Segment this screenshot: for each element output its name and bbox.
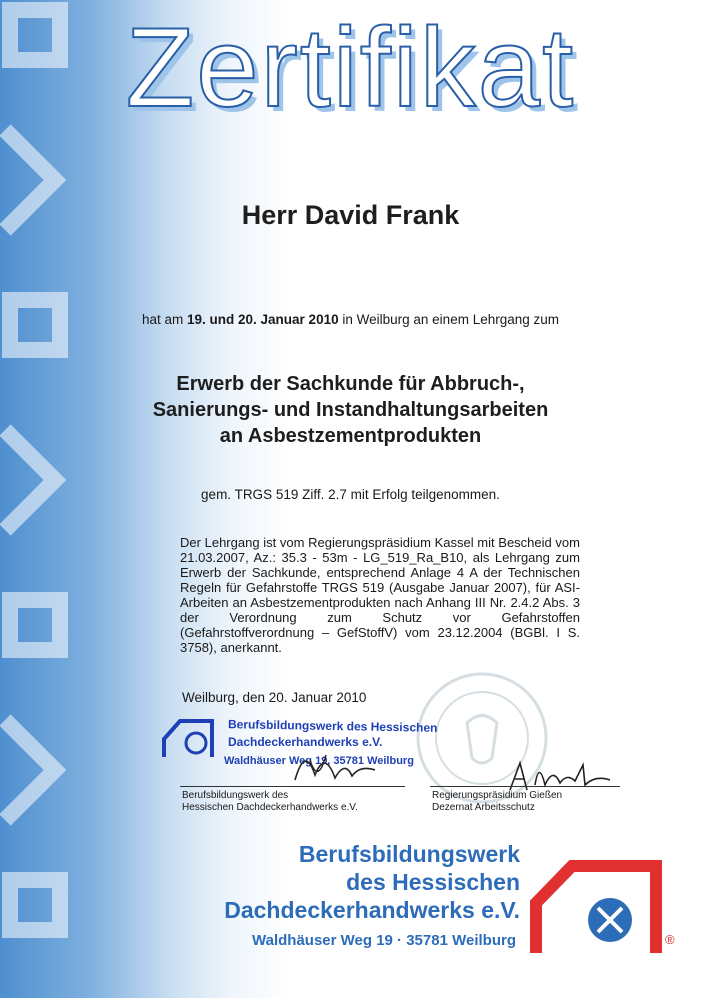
org-line: Dachdeckerhandwerks e.V. <box>224 897 520 923</box>
stamp-line-1: Berufsbildungswerk des Hessischen <box>227 717 438 735</box>
signature-left <box>290 740 380 790</box>
course-intro <box>0 312 701 327</box>
org-line: Berufsbildungswerk <box>298 841 520 867</box>
subject-line: Erwerb der Sachkunde für Abbruch-, <box>176 373 525 395</box>
org-line: des Hessischen <box>346 869 520 895</box>
accreditation-paragraph: Der Lehrgang ist vom Regierungspräsidium Kassel mit Bescheid vom 21.03.2007, Az.: 35.3 - 53m - LG_519_Ra_B10, als Lehrgang zum Erwerb der Sachkunde, entsprechend Anlage 4 A der Technischen Regeln für Gefahrstoffe TRGS 519 (Ausgabe Januar 2007), für ASI-Arbeiten an Asbestzementprodukten nach Anhang III Nr. 2.4.2 Abs. 3 der Verordnung zum Schutz vor Gefahrstoffen (Gefahrstoffverordnung – GefStoffV) vom 23.12.2004 (BGBl. I S. 3758), anerkannt. <box>180 535 580 655</box>
recipient-name: Herr David Frank <box>241 200 460 230</box>
caption-line: Regierungspräsidium Gießen <box>432 790 563 801</box>
signature-right <box>505 755 615 795</box>
stamp-line-2: Dachdeckerhandwerks e.V. <box>228 735 383 749</box>
course-result: gem. TRGS 519 Ziff. 2.7 mit Erfolg teilgenommen. <box>201 487 500 502</box>
stamp-logo-icon <box>162 717 214 759</box>
subject-line: an Asbestzementprodukten <box>219 425 482 447</box>
stamp-line-3: Waldhäuser Weg 19, 35781 Weilburg <box>224 755 414 767</box>
course-dates: 19. und 20. Januar 2010 <box>187 312 339 327</box>
caption-line: Hessischen Dachdeckerhandwerks e.V. <box>182 802 358 813</box>
signature-line-right <box>430 786 620 787</box>
course-subject <box>0 371 701 449</box>
signature-caption-left <box>182 790 358 814</box>
intro-prefix: hat am <box>141 312 184 327</box>
footer-address: Waldhäuser Weg 19 · 35781 Weilburg <box>252 932 516 949</box>
caption-line: Dezernat Arbeitsschutz <box>432 802 535 813</box>
caption-line: Berufsbildungswerk des <box>182 790 289 801</box>
registered-mark: ® <box>665 932 675 947</box>
place-and-date: Weilburg, den 20. Januar 2010 <box>182 690 367 705</box>
subject-line: Sanierungs- und Instandhaltungsarbeiten <box>152 399 549 421</box>
intro-suffix: in Weilburg an einem Lehrgang zum <box>342 312 560 327</box>
footer-organization-name <box>150 840 520 924</box>
certificate-title: Zertifikat <box>125 5 576 130</box>
roofer-logo-icon <box>530 858 680 958</box>
signature-line-left <box>180 786 405 787</box>
signature-caption-right <box>432 790 562 814</box>
